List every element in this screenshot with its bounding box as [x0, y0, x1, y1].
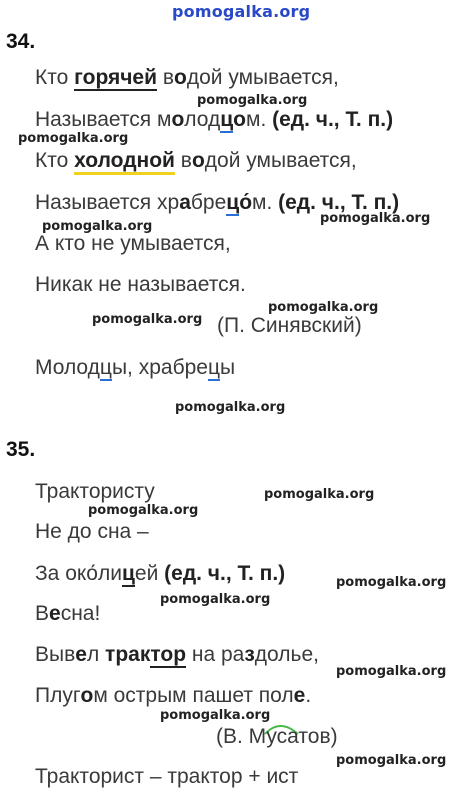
ex34-line-5: А кто не умывается,: [35, 232, 231, 255]
ex35-line-5: Вывел трактор на раздолье,: [35, 643, 319, 666]
ex34-line-6: Никак не называется.: [35, 273, 246, 296]
exercise-35-number: 35.: [6, 438, 36, 461]
watermark: pomogalka.org: [92, 312, 203, 327]
watermark-top: pomogalka.org: [172, 2, 311, 21]
watermark: pomogalka.org: [175, 400, 286, 415]
watermark: pomogalka.org: [320, 211, 431, 226]
watermark: pomogalka.org: [160, 592, 271, 607]
watermark: pomogalka.org: [197, 93, 308, 108]
ex34-author: (П. Синявский): [217, 314, 362, 337]
watermark: pomogalka.org: [268, 300, 379, 315]
ex35-line-1: Трактористу: [35, 480, 155, 503]
ex35-line-2: Не до сна –: [35, 520, 149, 543]
watermark: pomogalka.org: [42, 219, 153, 234]
ex34-line-3: Кто холодной водой умывается,: [35, 149, 357, 173]
watermark: pomogalka.org: [336, 575, 447, 590]
ex35-author: (В. Мусатов): [216, 725, 338, 748]
watermark: pomogalka.org: [336, 753, 447, 768]
ex34-answer: Молодцы, храбрецы: [35, 356, 236, 379]
exercise-34-number: 34.: [6, 30, 36, 53]
ex34-line-1: Кто горячей водой умывается,: [35, 66, 339, 89]
ex35-line-6: Плугом острым пашет поле.: [35, 684, 312, 707]
ex34-line-4: Называется храбрецо́м. (ед. ч., Т. п.): [35, 191, 400, 214]
ex35-line-3: За око́лицей (ед. ч., Т. п.): [35, 562, 286, 585]
watermark: pomogalka.org: [264, 487, 375, 502]
watermark: pomogalka.org: [18, 131, 129, 146]
watermark: pomogalka.org: [88, 503, 199, 518]
ex34-line-2: Называется молодцом. (ед. ч., Т. п.): [35, 108, 394, 131]
watermark: pomogalka.org: [160, 708, 271, 723]
ex35-answer: Тракторист – трактор + ист: [35, 765, 299, 788]
watermark: pomogalka.org: [336, 664, 447, 679]
ex35-line-4: Весна!: [35, 602, 101, 625]
